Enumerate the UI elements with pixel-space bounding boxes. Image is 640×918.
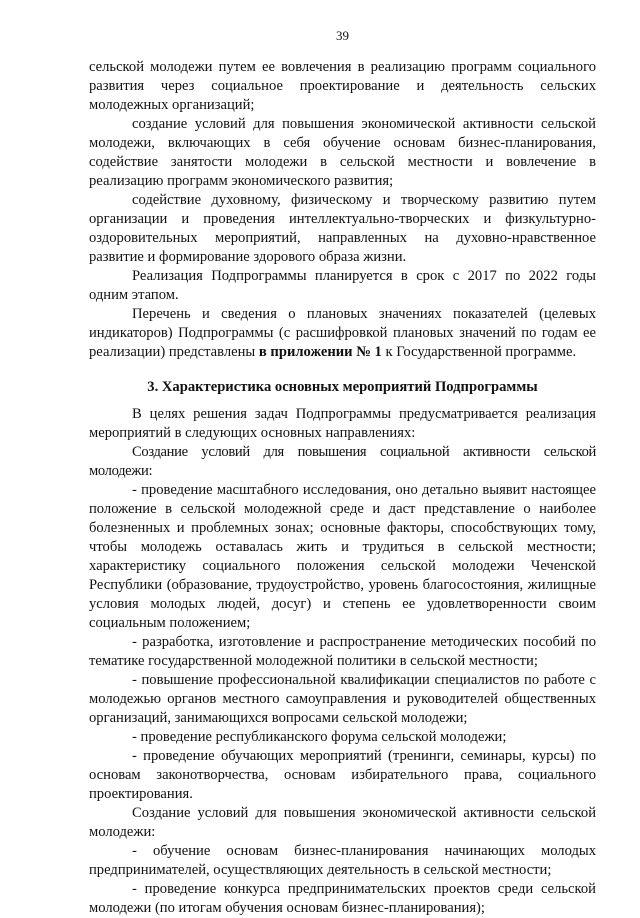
list-item-training-events: - проведение обучающих мероприятий (тренинги, семинары, курсы) по основам законотворчества, основам избирательного права, социального проектирования. [89,748,596,802]
paragraph-indicators-appendix [89,305,596,362]
paragraph-economic-activity-conditions: создание условий для повышения экономической активности сельской молодежи, включающих в себя обучение основам бизнес-планирования, содействие занятости молодежи в сельской местности и вовлечение в реализацию программ экономического развития; [89,116,596,189]
paragraph-social-activity-heading: Создание условий для повышения социальной активности сельской молодежи: [89,444,596,479]
paragraph-rural-youth-involvement: сельской молодежи путем ее вовлечения в реализацию программ социального развития через социальное проектирование и деятельность сельских молодежных организаций; [89,59,596,113]
appendix-text-before: Перечень и сведения о плановых значениях показателей (целевых индикаторов) Подпрограммы (с расшифровкой плановых значений по годам ее реализации) представлены [89,306,596,360]
list-item-entrepreneurship-contest: - проведение конкурса предпринимательских проектов среди сельской молодежи (по итогам обучения основам бизнес-планирования); [89,881,596,916]
list-item-qualification: - повышение профессиональной квалификации специалистов по работе с молодежью органов местного самоуправления и руководителей общественных организаций, занимающихся вопросами сельской молодежи; [89,672,596,726]
list-item-research: - проведение масштабного исследования, оно детально выявит настоящее положение в сельской молодежной среде и даст представление о наиболее болезненных и проблемных зонах; основные факторы, способствующих тому, чтобы молодежь оставалась жить и трудиться в сельской местности; характеристику социального положения сельской молодежи Чеченской Республики (образование, трудоустройство, уровень благосостояния, жилищные условия молодых людей, досуг) и степень ее удовлетворенности своим социальным положением; [89,482,596,631]
list-item-republican-forum: - проведение республиканского форума сельской молодежи; [132,729,507,745]
paragraph-measures-intro: В целях решения задач Подпрограммы предусматривается реализация мероприятий в следующих основных направлениях: [89,406,596,441]
paragraph-spiritual-development: содействие духовному, физическому и творческому развитию путем организации и проведения интеллектуально-творческих и физкультурно-оздоровительных мероприятий, направленных на духовно-нравственное развитие и формирование здорового образа жизни. [89,192,596,265]
page-number: 39 [336,28,349,43]
list-item-methodical-manuals: - разработка, изготовление и распространение методических пособий по тематике государственной молодежной политики в сельской местности; [89,634,596,669]
list-item-business-planning: - обучение основам бизнес-планирования начинающих молодых предпринимателей, осуществляющих деятельность в сельской местности; [89,843,596,878]
paragraph-economic-activity-heading: Создание условий для повышения экономической активности сельской молодежи: [89,805,596,840]
appendix-reference: в приложении № 1 [258,344,382,360]
paragraph-implementation-period: Реализация Подпрограммы планируется в срок с 2017 по 2022 годы одним этапом. [89,268,596,303]
appendix-text-after: к Государственной программе. [381,344,577,360]
section-heading: 3. Характеристика основных мероприятий Подпрограммы [147,379,538,395]
